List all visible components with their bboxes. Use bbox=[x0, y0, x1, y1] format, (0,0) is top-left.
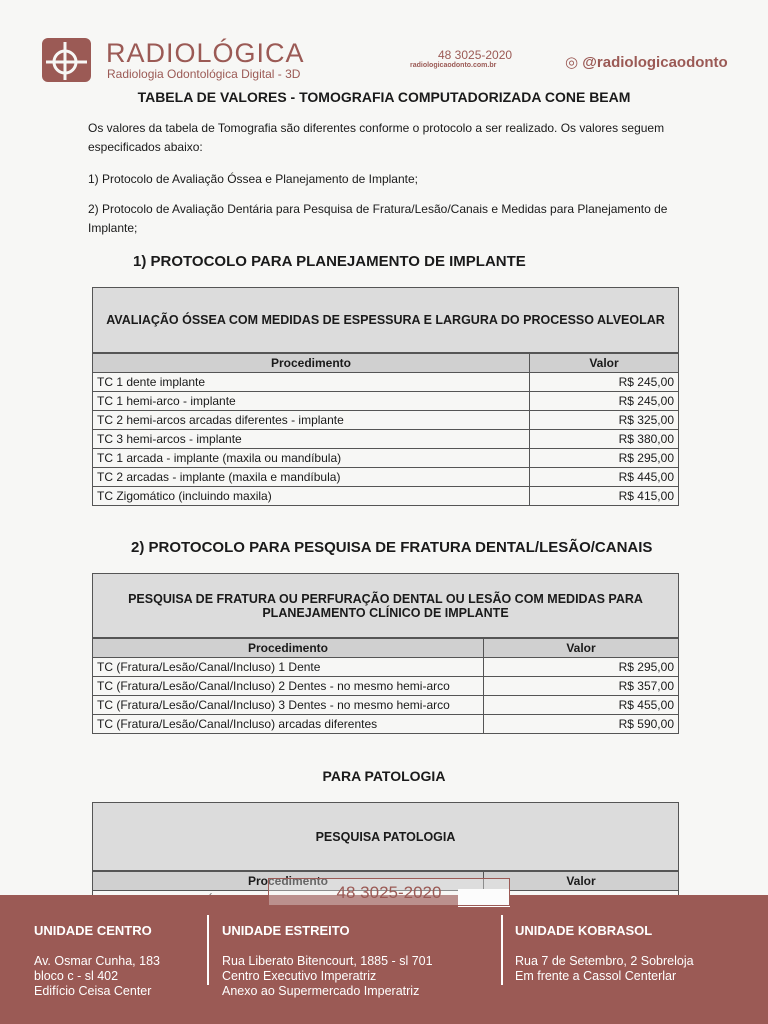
row-procedure: TC 1 arcada - implante (maxila ou mandíbula) bbox=[93, 449, 530, 468]
instagram-handle bbox=[565, 53, 728, 71]
unit-estreito bbox=[222, 923, 433, 999]
row-value: R$ 445,00 bbox=[530, 468, 679, 487]
unit-kobrasol bbox=[515, 923, 694, 984]
unit-address-line: Rua 7 de Setembro, 2 Sobreloja bbox=[515, 954, 694, 968]
row-procedure: TC (Fratura/Lesão/Canal/Incluso) 3 Dentes - no mesmo hemi-arco bbox=[93, 696, 484, 715]
intro-text: Os valores da tabela de Tomografia são diferentes conforme o protocolo a ser realizado. Os valores seguem especificados abaixo: bbox=[88, 121, 665, 154]
unit-centro bbox=[34, 923, 160, 999]
col-procedimento: Procedimento bbox=[93, 872, 484, 891]
row-procedure: TC (Fratura/Lesão/Canal/Incluso) 1 Dente bbox=[93, 658, 484, 677]
section3-table-title: PESQUISA PATOLOGIA bbox=[92, 802, 679, 871]
table-row bbox=[93, 449, 679, 468]
row-procedure: TC 2 arcadas - implante (maxila e mandíbula) bbox=[93, 468, 530, 487]
col-valor: Valor bbox=[484, 639, 679, 658]
footer-divider bbox=[207, 915, 209, 985]
page-title: TABELA DE VALORES - TOMOGRAFIA COMPUTADORIZADA CONE BEAM bbox=[137, 89, 631, 105]
phone-stamp: 48 3025-2020 bbox=[268, 878, 510, 906]
section1-heading: 1) PROTOCOLO PARA PLANEJAMENTO DE IMPLANTE bbox=[133, 253, 526, 270]
table-row bbox=[93, 487, 679, 506]
brand-subtitle: Radiologia Odontológica Digital - 3D bbox=[107, 67, 301, 81]
col-valor: Valor bbox=[484, 872, 679, 891]
instagram-icon: ◎ bbox=[565, 54, 583, 71]
brand-name: RADIOLÓGICA bbox=[106, 38, 305, 68]
table-row bbox=[93, 392, 679, 411]
section2-title-line1: PESQUISA DE FRATURA OU PERFURAÇÃO DENTAL OU LESÃO COM MEDIDAS PARA bbox=[128, 591, 643, 606]
table-row bbox=[93, 430, 679, 449]
unit-address-line: Anexo ao Supermercado Imperatriz bbox=[222, 984, 420, 998]
row-procedure: TC 2 hemi-arcos arcadas diferentes - implante bbox=[93, 411, 530, 430]
row-value: R$ 295,00 bbox=[484, 658, 679, 677]
row-value: R$ 245,00 bbox=[530, 373, 679, 392]
table-row bbox=[93, 696, 679, 715]
row-value: R$ 357,00 bbox=[484, 677, 679, 696]
table-row bbox=[93, 411, 679, 430]
unit-address-line: Av. Osmar Cunha, 183 bbox=[34, 954, 160, 968]
section1-table bbox=[92, 353, 679, 506]
table-row bbox=[93, 373, 679, 392]
table-row bbox=[93, 677, 679, 696]
row-procedure: TC Zigomático (incluindo maxila) bbox=[93, 487, 530, 506]
protocol-item-1: 1) Protocolo de Avaliação Óssea e Planejamento de Implante; bbox=[88, 172, 418, 186]
row-value: R$ 455,00 bbox=[484, 696, 679, 715]
instagram-text: @radiologicaodonto bbox=[582, 54, 728, 71]
unit-address-line: Centro Executivo Imperatriz bbox=[222, 969, 377, 983]
section2-table bbox=[92, 638, 679, 734]
logo-mark bbox=[42, 38, 91, 82]
row-procedure: TC 3 hemi-arcos - implante bbox=[93, 430, 530, 449]
section3-heading: PARA PATOLOGIA bbox=[322, 768, 446, 784]
footer-divider bbox=[501, 915, 503, 985]
unit-title: UNIDADE KOBRASOL bbox=[515, 923, 653, 938]
logo-crosshair-icon bbox=[42, 38, 91, 82]
col-valor: Valor bbox=[530, 354, 679, 373]
unit-address-line: Em frente a Cassol Centerlar bbox=[515, 969, 677, 983]
row-value: R$ 325,00 bbox=[530, 411, 679, 430]
row-value: R$ 590,00 bbox=[484, 715, 679, 734]
table-row bbox=[93, 658, 679, 677]
protocol-item-2: 2) Protocolo de Avaliação Dentária para Pesquisa de Fratura/Lesão/Canais e Medidas para Planejamento de Implante; bbox=[88, 202, 668, 235]
unit-address-line: Rua Liberato Bitencourt, 1885 - sl 701 bbox=[222, 954, 433, 968]
col-procedimento: Procedimento bbox=[93, 639, 484, 658]
row-procedure: TC 1 hemi-arco - implante bbox=[93, 392, 530, 411]
row-procedure: TC (Fratura/Lesão/Canal/Incluso) 2 Dentes - no mesmo hemi-arco bbox=[93, 677, 484, 696]
row-procedure: TC 1 dente implante bbox=[93, 373, 530, 392]
section2-heading: 2) PROTOCOLO PARA PESQUISA DE FRATURA DENTAL/LESÃO/CANAIS bbox=[131, 539, 653, 556]
section1-table-title: AVALIAÇÃO ÓSSEA COM MEDIDAS DE ESPESSURA E LARGURA DO PROCESSO ALVEOLAR bbox=[92, 287, 679, 353]
col-procedimento: Procedimento bbox=[93, 354, 530, 373]
row-value: R$ 245,00 bbox=[530, 392, 679, 411]
unit-address-line: Edifício Ceisa Center bbox=[34, 984, 152, 998]
unit-title: UNIDADE ESTREITO bbox=[222, 923, 350, 938]
table-row bbox=[93, 715, 679, 734]
table-row bbox=[93, 468, 679, 487]
row-procedure: TC (Fratura/Lesão/Canal/Incluso) arcadas diferentes bbox=[93, 715, 484, 734]
row-value: R$ 415,00 bbox=[530, 487, 679, 506]
section2-table-title bbox=[92, 573, 679, 638]
footer bbox=[0, 895, 768, 1024]
row-value: R$ 295,00 bbox=[530, 449, 679, 468]
header-phone: 48 3025-2020 bbox=[438, 48, 513, 62]
unit-title: UNIDADE CENTRO bbox=[34, 923, 152, 938]
unit-address-line: bloco c - sl 402 bbox=[34, 969, 119, 983]
header-website: radiologicaodonto.com.br bbox=[410, 62, 497, 69]
section2-title-line2: PLANEJAMENTO CLÍNICO DE IMPLANTE bbox=[262, 605, 509, 620]
row-value: R$ 380,00 bbox=[530, 430, 679, 449]
